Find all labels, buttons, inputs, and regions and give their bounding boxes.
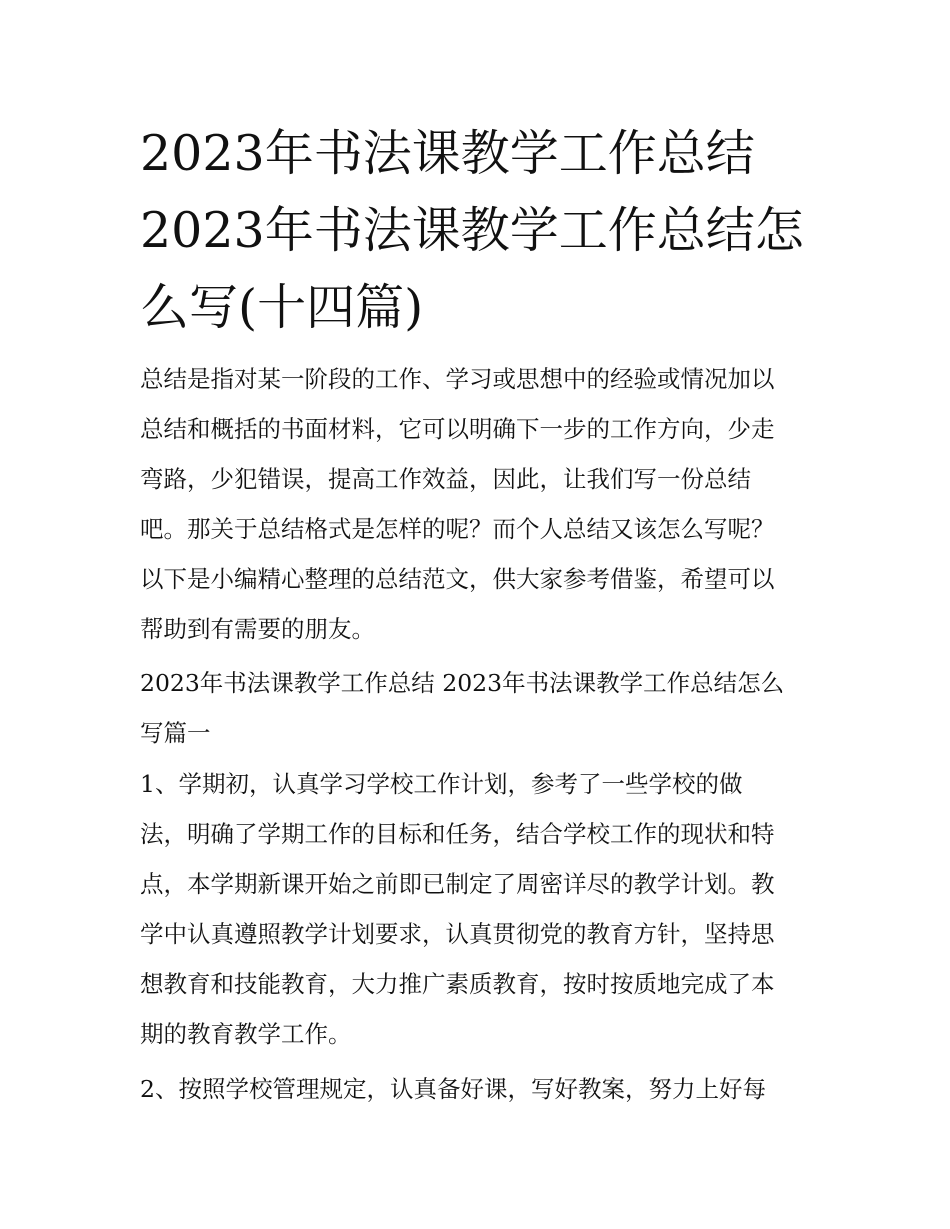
intro-paragraph: [140, 354, 820, 654]
text-line: 总结是指对某一阶段的工作、学习或思想中的经验或情况加以: [140, 365, 775, 393]
text-line: 想教育和技能教育，大力推广素质教育，按时按质地完成了本: [140, 970, 775, 998]
text-line: 帮助到有需要的朋友。: [140, 615, 375, 643]
text-line: 吧。那关于总结格式是怎样的呢？而个人总结又该怎么写呢？: [140, 515, 775, 543]
text-line: 2、按照学校管理规定，认真备好课，写好教案，努力上好每: [140, 1075, 766, 1103]
text-line: 弯路，少犯错误，提高工作效益，因此，让我们写一份总结: [140, 465, 751, 493]
text-line: 2023年书法课教学工作总结 2023年书法课教学工作总结怎么: [140, 669, 785, 697]
text-line: 1、学期初，认真学习学校工作计划，参考了一些学校的做: [140, 770, 743, 798]
item-1-paragraph: [140, 759, 820, 1059]
text-line: 总结和概括的书面材料，它可以明确下一步的工作方向，少走: [140, 415, 775, 443]
text-line: 写篇一: [140, 719, 211, 747]
text-line: 点，本学期新课开始之前即已制定了周密详尽的教学计划。教: [140, 870, 775, 898]
title-line: 2023年书法课教学工作总结怎: [140, 202, 804, 259]
item-2-paragraph: [140, 1064, 820, 1114]
text-line: 法，明确了学期工作的目标和任务，结合学校工作的现状和特: [140, 820, 775, 848]
title-line: 2023年书法课教学工作总结: [140, 125, 755, 182]
text-line: 期的教育教学工作。: [140, 1020, 352, 1048]
document-title: [140, 115, 820, 346]
text-line: 学中认真遵照教学计划要求，认真贯彻党的教育方针，坚持思: [140, 920, 775, 948]
section-heading: [140, 658, 820, 758]
title-line: 么写(十四篇): [140, 279, 424, 336]
text-line: 以下是小编精心整理的总结范文，供大家参考借鉴，希望可以: [140, 565, 775, 593]
